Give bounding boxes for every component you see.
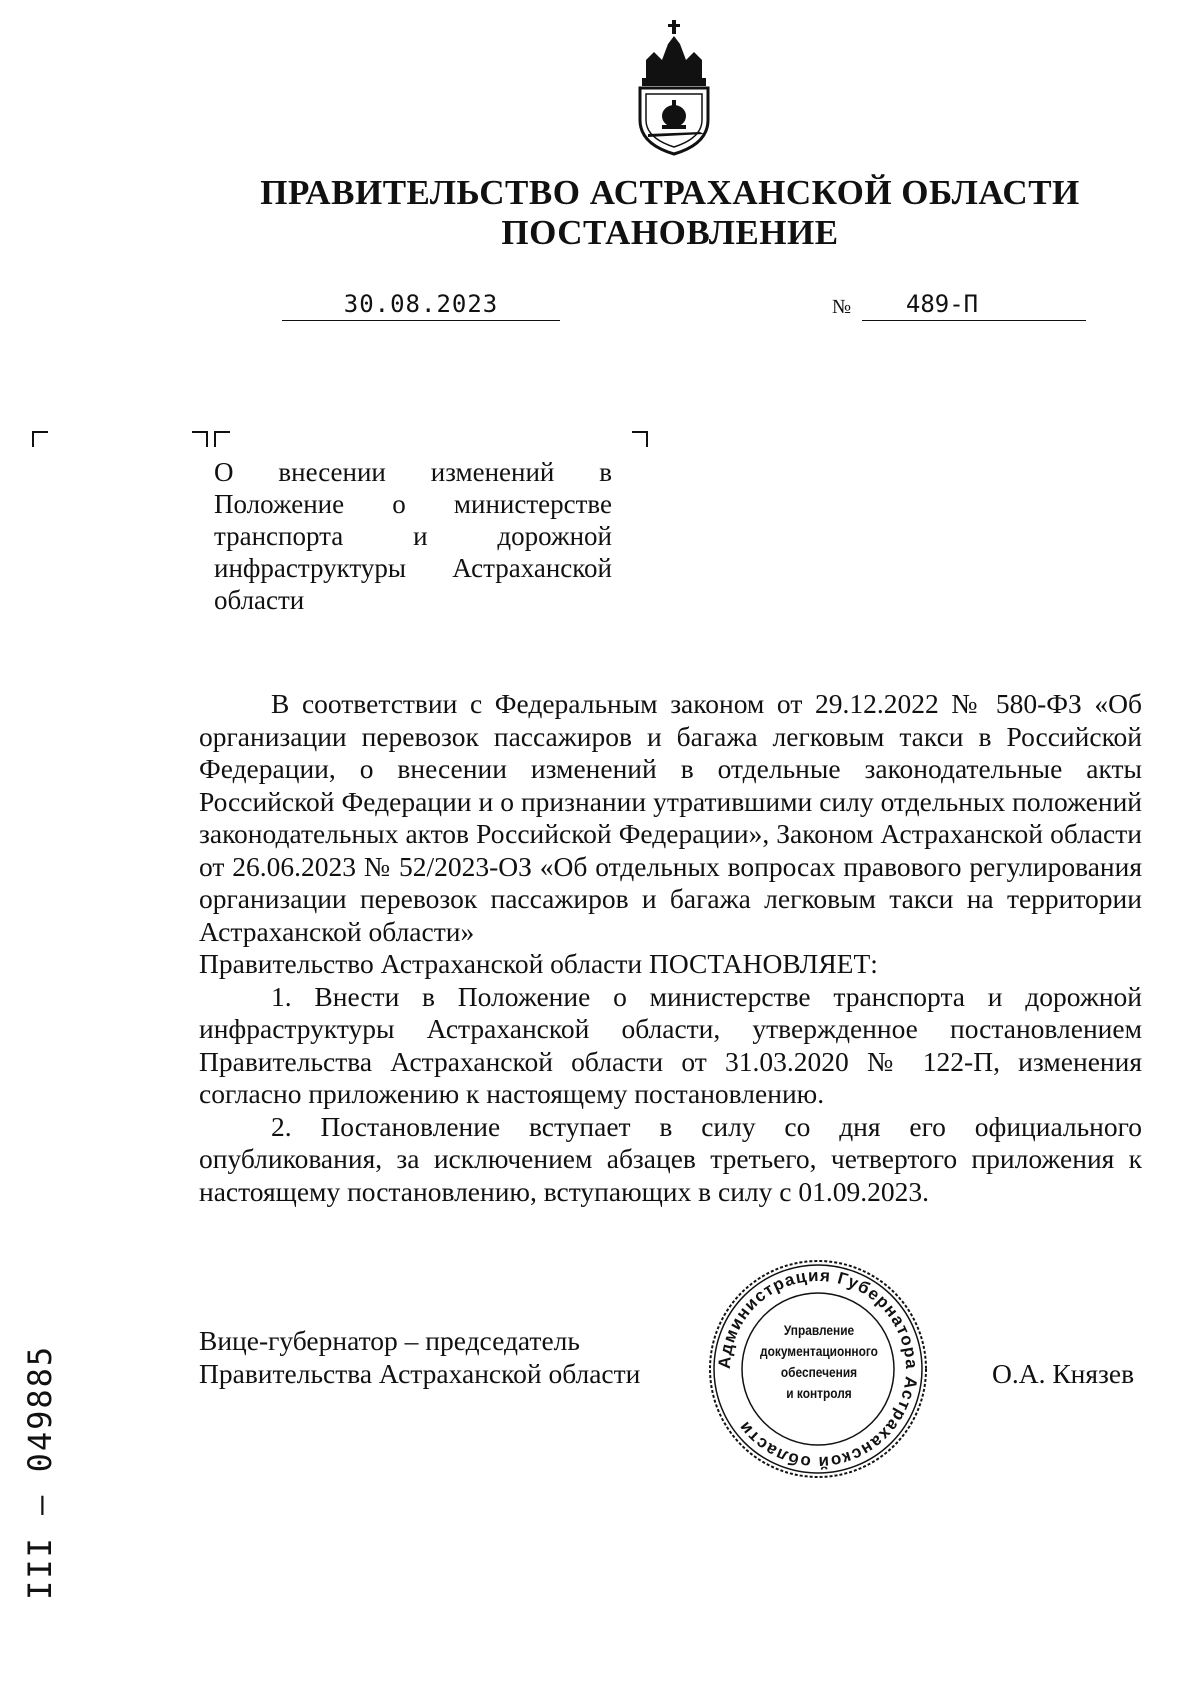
organization-title: ПРАВИТЕЛЬСТВО АСТРАХАНСКОЙ ОБЛАСТИ (260, 173, 1080, 212)
signatory-name: О.А. Князев (992, 1358, 1135, 1389)
item-1-paragraph: 1. Внести в Положение о министерстве транспорта и дорожной инфраструктуры Астраханской области, утвержденное постановлением Правительства Астраханской области от 31.03.2020 № 122-П, изменения согласно приложению к настоящему постановлению. (199, 980, 1142, 1109)
corner-mark (632, 431, 648, 447)
number-underline (862, 320, 1086, 321)
document-subject: О внесении изменений в Положение о министерстве транспорта и дорожной инфраструктуры Астраханской области (214, 457, 612, 615)
number-label: № (832, 296, 852, 318)
stamp-line: и контроля (786, 1385, 852, 1401)
signatory-title-line-1: Вице-губернатор – председатель (199, 1325, 580, 1356)
corner-mark (192, 431, 208, 447)
document-number: 489-П (905, 290, 979, 318)
coat-of-arms-icon (632, 20, 716, 156)
document-body (199, 688, 1142, 1208)
stamp-center-text (755, 1320, 883, 1404)
document-type: ПОСТАНОВЛЕНИЕ (501, 213, 839, 252)
preamble-paragraph: В соответствии с Федеральным законом от 29.12.2022 № 580-ФЗ «Об организации перевозок пассажиров и багажа легковым такси в Российской Федерации, о внесении изменений в отдельные законодательные акты Российской Федерации и о признании утратившими силу отдельных положений законодательных актов Российской Федерации», Законом Астраханской области от 26.06.2023 № 52/2023-ОЗ «Об отдельных вопросах правового регулирования организации перевозок пассажиров и багажа легковым такси на территории Астраханской области» (199, 688, 1142, 947)
corner-mark (214, 431, 230, 447)
item-2-paragraph: 2. Постановление вступает в силу со дня его официального опубликования, за исключением абзацев третьего, четвертого приложения к настоящему постановлению, вступающих в силу с 01.09.2023. (199, 1110, 1142, 1207)
registration-number: III – 049885 (21, 1344, 59, 1600)
stamp-line: документационного (760, 1343, 878, 1359)
stamp-line: обеспечения (780, 1364, 858, 1380)
resolves-line: Правительство Астраханской области ПОСТАНОВЛЯЕТ: (199, 948, 878, 979)
signatory-title-line-2: Правительства Астраханской области (199, 1358, 641, 1389)
document-date: 30.08.2023 (343, 290, 499, 318)
stamp-ring-text: Администрация Губернатора Астраханской области (714, 1265, 922, 1473)
signatory-title (199, 1324, 640, 1390)
date-underline (282, 320, 560, 321)
corner-mark (32, 431, 48, 447)
stamp-line: Управление (783, 1322, 855, 1338)
